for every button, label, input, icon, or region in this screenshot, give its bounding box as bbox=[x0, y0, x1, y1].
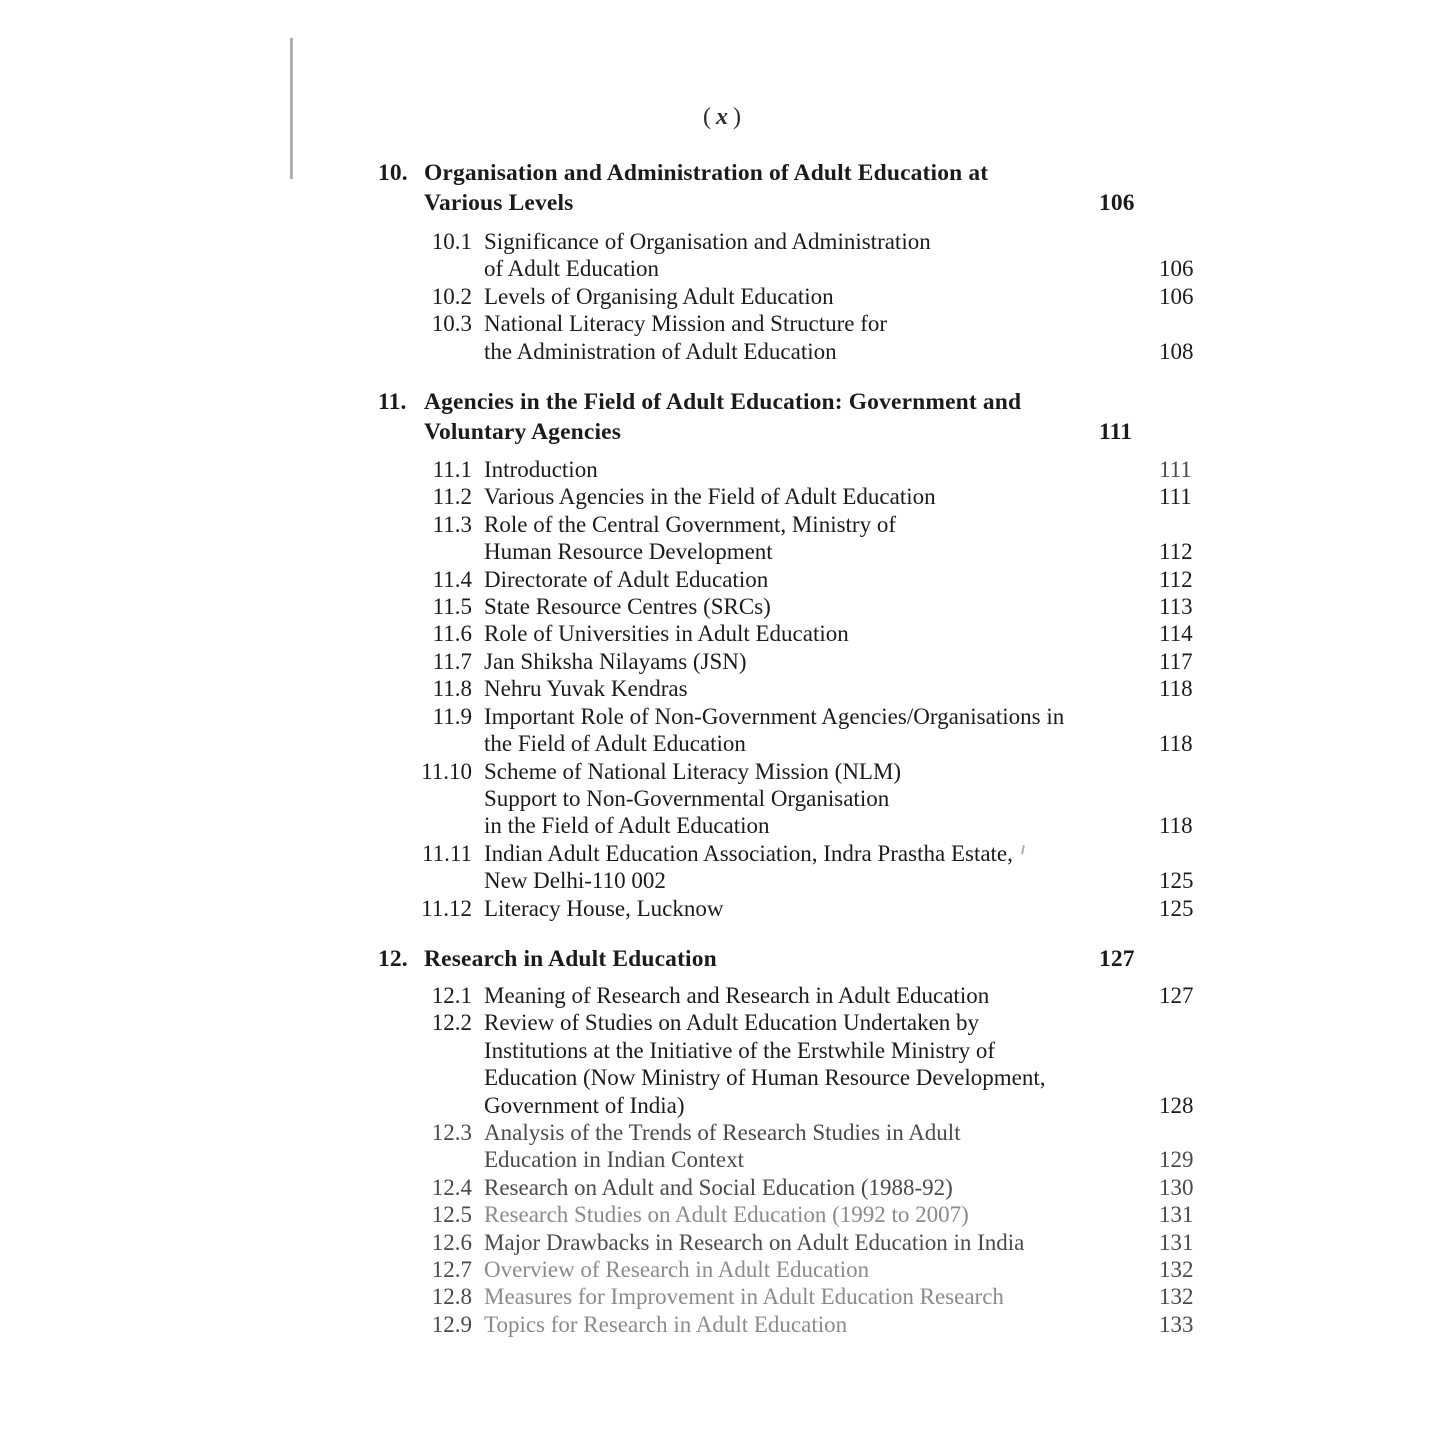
chapter-title-line: Organisation and Administration of Adult Education at bbox=[424, 160, 989, 186]
scan-speck-artifact bbox=[1021, 845, 1025, 854]
section-page-number: 131 bbox=[1159, 1202, 1194, 1228]
section-title-line: Education (Now Ministry of Human Resource Development, bbox=[484, 1065, 1046, 1091]
section-title-line: Institutions at the Initiative of the Erstwhile Ministry of bbox=[484, 1037, 996, 1063]
section-title-line: Meaning of Research and Research in Adult Education bbox=[484, 982, 990, 1008]
section-page-number: 118 bbox=[1159, 676, 1193, 702]
section-page-number: 117 bbox=[1159, 648, 1193, 674]
section-number: 11.2 bbox=[432, 484, 472, 510]
section-number: 11.7 bbox=[432, 648, 472, 674]
section-page-number: 112 bbox=[1159, 566, 1193, 592]
table-of-contents bbox=[378, 158, 1194, 1338]
section-title bbox=[484, 1256, 1194, 1283]
section-number: 12.5 bbox=[431, 1202, 472, 1228]
section-page-number: 111 bbox=[1159, 484, 1192, 510]
chapter-title bbox=[424, 387, 1133, 447]
section-page-number: 129 bbox=[1159, 1147, 1194, 1173]
section-title-line: Human Resource Development bbox=[484, 539, 773, 565]
toc-section-12-1 bbox=[378, 982, 1194, 1009]
chapter-title bbox=[424, 158, 1135, 218]
section-title-line: the Administration of Adult Education bbox=[484, 338, 837, 364]
chapter-heading bbox=[378, 944, 1138, 974]
section-title-line: Indian Adult Education Association, Indra Prastha Estate, bbox=[484, 840, 1013, 866]
section-title-line: Scheme of National Literacy Mission (NLM) bbox=[484, 758, 902, 784]
toc-section-11-6 bbox=[378, 620, 1193, 647]
section-page-number: 112 bbox=[1159, 539, 1193, 565]
section-page-number: 131 bbox=[1159, 1229, 1194, 1255]
toc-section-11-10 bbox=[378, 758, 1193, 840]
section-number: 12.7 bbox=[431, 1257, 472, 1282]
chapter-number: 11. bbox=[378, 389, 407, 416]
section-title bbox=[484, 982, 1194, 1009]
toc-section-11-4 bbox=[378, 566, 1193, 593]
section-title-line: Levels of Organising Adult Education bbox=[484, 283, 834, 309]
section-number: 12.4 bbox=[431, 1174, 472, 1200]
section-title bbox=[484, 310, 1194, 365]
section-title bbox=[484, 566, 1193, 593]
chapter-title bbox=[424, 944, 1135, 974]
section-page-number: 111 bbox=[1159, 457, 1192, 483]
toc-section-12-3 bbox=[378, 1119, 1194, 1174]
section-page-number: 128 bbox=[1159, 1092, 1194, 1118]
section-number: 11.11 bbox=[421, 840, 472, 866]
section-page-number: 133 bbox=[1159, 1311, 1194, 1337]
toc-chapter-11 bbox=[378, 387, 1194, 922]
section-number: 11.9 bbox=[432, 703, 472, 729]
section-number: 10.2 bbox=[431, 283, 472, 309]
toc-section-11-3 bbox=[378, 511, 1193, 566]
section-title-line: Overview of Research in Adult Education bbox=[484, 1257, 870, 1282]
toc-section-10-3 bbox=[378, 310, 1194, 365]
section-title bbox=[484, 283, 1194, 310]
section-page-number: 114 bbox=[1159, 621, 1193, 647]
section-title-line: Introduction bbox=[484, 457, 598, 483]
section-number: 11.6 bbox=[432, 621, 472, 647]
section-number: 12.8 bbox=[431, 1284, 472, 1310]
section-title-line: State Resource Centres (SRCs) bbox=[484, 594, 771, 620]
section-page-number: 132 bbox=[1159, 1284, 1194, 1310]
section-title-line: Review of Studies on Adult Education Undertaken by bbox=[484, 1010, 980, 1036]
section-title bbox=[484, 1229, 1194, 1256]
toc-section-11-2 bbox=[378, 483, 1192, 510]
toc-section-11-11 bbox=[378, 840, 1194, 895]
section-number: 11.10 bbox=[421, 758, 472, 784]
section-title bbox=[484, 620, 1193, 647]
toc-section-11-1 bbox=[378, 456, 1192, 483]
section-title bbox=[484, 1119, 1194, 1174]
section-number: 12.6 bbox=[431, 1229, 472, 1255]
section-title bbox=[484, 675, 1193, 702]
section-number: 11.8 bbox=[432, 676, 472, 702]
toc-section-11-8 bbox=[378, 675, 1193, 702]
section-title bbox=[484, 1311, 1194, 1338]
section-number: 10.1 bbox=[431, 229, 472, 254]
chapter-title-line: Voluntary Agencies bbox=[424, 419, 622, 446]
section-title-line: Research Studies on Adult Education (1992 to 2007) bbox=[484, 1202, 969, 1228]
toc-section-12-8 bbox=[378, 1283, 1194, 1310]
section-page-number: 125 bbox=[1159, 895, 1194, 921]
section-page-number: 118 bbox=[1159, 731, 1193, 757]
section-title bbox=[484, 1009, 1194, 1119]
chapter-heading bbox=[378, 387, 1138, 447]
toc-section-10-2 bbox=[378, 283, 1194, 310]
section-page-number: 130 bbox=[1159, 1174, 1194, 1200]
section-page-number: 127 bbox=[1159, 982, 1194, 1008]
chapter-page-number: 111 bbox=[1099, 419, 1133, 446]
toc-section-11-7 bbox=[378, 648, 1193, 675]
section-page-number: 132 bbox=[1159, 1257, 1194, 1282]
section-title-line: Measures for Improvement in Adult Education Research bbox=[484, 1284, 1004, 1310]
section-number: 12.3 bbox=[431, 1119, 472, 1145]
section-number: 11.4 bbox=[432, 566, 472, 592]
chapter-title-line: Research in Adult Education bbox=[424, 945, 717, 972]
toc-section-12-4 bbox=[378, 1174, 1194, 1201]
section-title-line: Important Role of Non-Government Agencies/Organisations in bbox=[484, 703, 1065, 729]
section-number: 11.1 bbox=[432, 457, 472, 483]
section-title-line: Topics for Research in Adult Education bbox=[484, 1311, 848, 1337]
toc-section-12-9 bbox=[378, 1311, 1194, 1338]
section-title bbox=[484, 895, 1194, 922]
folio-roman-numeral: x bbox=[716, 104, 729, 130]
toc-chapter-10 bbox=[378, 158, 1194, 365]
chapter-title-line: Agencies in the Field of Adult Education: Government and bbox=[424, 389, 1022, 416]
section-number: 10.3 bbox=[431, 311, 472, 337]
section-title-line: Support to Non-Governmental Organisation bbox=[484, 785, 890, 811]
section-title bbox=[484, 648, 1193, 675]
section-page-number: 108 bbox=[1159, 338, 1194, 364]
section-title bbox=[484, 758, 1193, 840]
section-page-number: 106 bbox=[1159, 256, 1194, 282]
section-title-line: Major Drawbacks in Research on Adult Education in India bbox=[484, 1229, 1025, 1255]
chapter-title-line: Various Levels bbox=[424, 190, 574, 216]
section-number: 12.2 bbox=[431, 1010, 472, 1036]
section-number: 12.1 bbox=[431, 982, 472, 1008]
section-title-line: Literacy House, Lucknow bbox=[484, 895, 724, 921]
section-title-line: Jan Shiksha Nilayams (JSN) bbox=[484, 648, 747, 674]
chapter-page-number: 106 bbox=[1099, 190, 1135, 216]
toc-section-11-12 bbox=[378, 895, 1194, 922]
section-title-line: New Delhi-110 002 bbox=[484, 868, 666, 894]
section-title bbox=[484, 840, 1194, 895]
chapter-number: 12. bbox=[378, 945, 408, 972]
section-page-number: 125 bbox=[1159, 868, 1194, 894]
section-page-number: 106 bbox=[1159, 283, 1194, 309]
section-title-line: Significance of Organisation and Administration bbox=[484, 229, 931, 254]
section-title-line: of Adult Education bbox=[484, 256, 660, 282]
chapter-page-number: 127 bbox=[1099, 945, 1135, 972]
section-title bbox=[484, 1174, 1194, 1201]
folio-close-paren: ) bbox=[733, 104, 742, 130]
section-number: 11.12 bbox=[421, 895, 472, 921]
section-page-number: 113 bbox=[1159, 594, 1193, 620]
section-title-line: National Literacy Mission and Structure for bbox=[484, 311, 888, 337]
section-title-line: the Field of Adult Education bbox=[484, 731, 746, 757]
section-title-line: Government of India) bbox=[484, 1092, 685, 1118]
section-title bbox=[484, 511, 1193, 566]
chapter-heading bbox=[378, 158, 1138, 218]
toc-section-12-7 bbox=[378, 1256, 1194, 1283]
section-title-line: Role of the Central Government, Ministry of bbox=[484, 511, 897, 537]
section-title-line: Nehru Yuvak Kendras bbox=[484, 676, 688, 702]
section-title-line: Education in Indian Context bbox=[484, 1147, 744, 1173]
toc-section-10-1 bbox=[378, 228, 1194, 283]
section-title-line: Directorate of Adult Education bbox=[484, 566, 769, 592]
section-title bbox=[484, 1283, 1194, 1310]
section-title-line: in the Field of Adult Education bbox=[484, 813, 770, 839]
section-title bbox=[484, 703, 1193, 758]
section-title bbox=[484, 1201, 1194, 1228]
section-title bbox=[484, 483, 1192, 510]
section-page-number: 118 bbox=[1159, 813, 1193, 839]
section-title bbox=[484, 456, 1192, 483]
section-number: 12.9 bbox=[431, 1311, 472, 1337]
chapter-number: 10. bbox=[378, 160, 408, 186]
toc-section-11-9 bbox=[378, 703, 1193, 758]
section-title bbox=[484, 593, 1193, 620]
toc-section-12-6 bbox=[378, 1229, 1194, 1256]
section-number: 11.5 bbox=[432, 594, 472, 620]
section-number: 11.3 bbox=[432, 511, 472, 537]
toc-section-11-5 bbox=[378, 593, 1193, 620]
section-title bbox=[484, 228, 1194, 283]
section-title-line: Various Agencies in the Field of Adult Education bbox=[484, 484, 936, 510]
section-title-line: Role of Universities in Adult Education bbox=[484, 621, 849, 647]
toc-chapter-12 bbox=[378, 944, 1194, 1338]
page-folio bbox=[0, 104, 1445, 131]
toc-section-12-2 bbox=[378, 1009, 1194, 1119]
folio-open-paren: ( bbox=[703, 104, 712, 130]
section-title-line: Analysis of the Trends of Research Studies in Adult bbox=[484, 1119, 961, 1145]
toc-section-12-5 bbox=[378, 1201, 1194, 1228]
section-title-line: Research on Adult and Social Education (1988-92) bbox=[484, 1174, 953, 1200]
